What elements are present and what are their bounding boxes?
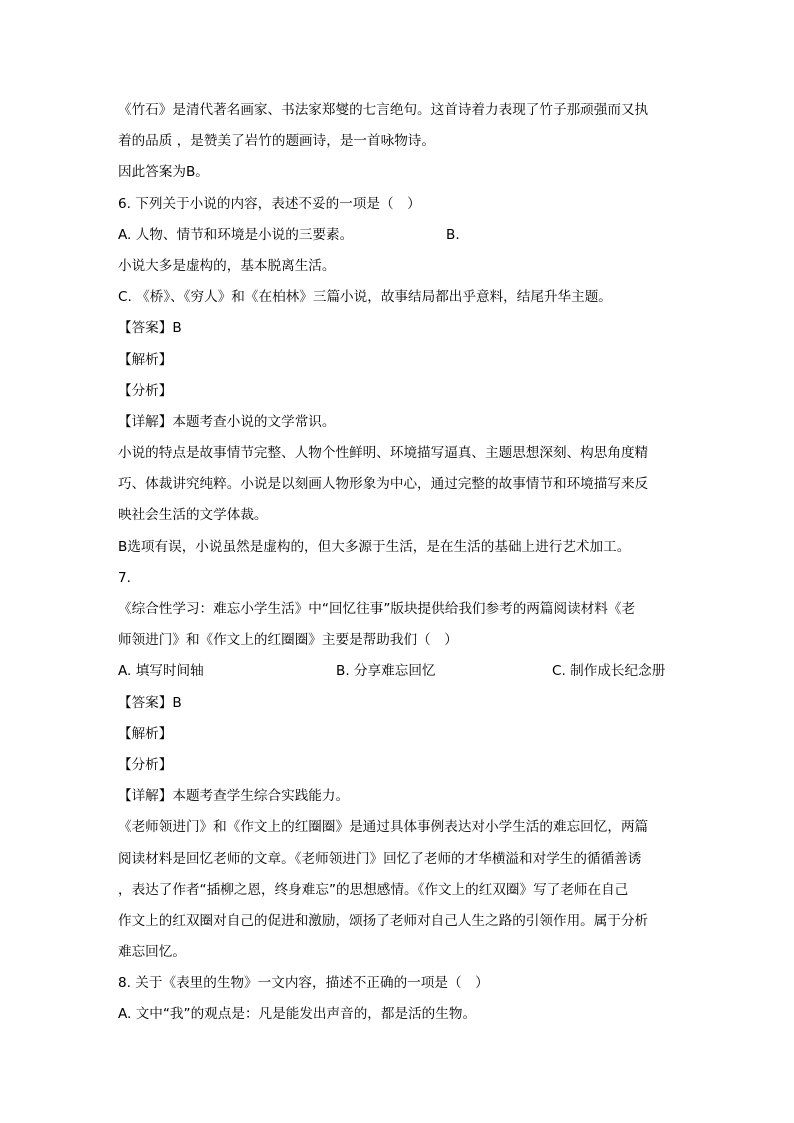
option-b: B.: [446, 226, 460, 243]
text-line: 【解析】: [118, 725, 173, 742]
question-7-options: [118, 660, 678, 691]
question-6-options: [118, 224, 678, 255]
option-a: A. 人物、情节和环境是小说的三要素。: [118, 226, 354, 243]
text-line: C. 《桥》、《穷人》和《在柏林》三篇小说，故事结局都出乎意料，结尾升华主题。: [118, 289, 612, 306]
text-line: 【解析】: [118, 351, 173, 368]
option-a: A. 填写时间轴: [118, 663, 204, 680]
text-line: B选项有误，小说虽然是虚构的，但大多源于生活，是在生活的基础上进行艺术加工。: [118, 538, 631, 555]
text-line: 【分析】: [118, 382, 173, 399]
text-line: 阅读材料是回忆老师的文章。《老师领进门》回忆了老师的才华横溢和对学生的循循善诱: [118, 850, 642, 867]
text-line: 《综合性学习：难忘小学生活》中“回忆往事”版块提供给我们参考的两篇阅读材料《老: [118, 601, 636, 617]
text-line: 师领进门》和《作文上的红圈圈》主要是帮助我们（ ）: [118, 632, 458, 649]
text-line: 映社会生活的文学体裁。: [118, 507, 268, 524]
text-line: 【答案】B: [118, 320, 182, 337]
text-line: 巧、体裁讲究纯粹。小说是以刻画人物形象为中心，通过完整的故事情节和环境描写来反: [118, 476, 649, 493]
text-line: 【分析】: [118, 756, 173, 773]
text-line: 《老师领进门》和《作文上的红圈圈》是通过具体事例表达对小学生活的难忘回忆，两篇: [118, 819, 649, 836]
text-line: 【详解】本题考查小说的文学常识。: [118, 413, 336, 430]
text-line: ，表达了作者“插柳之恩，终身难忘”的思想感情。《作文上的红双圈》写了老师在自己: [118, 881, 629, 898]
document-page: [118, 99, 678, 1035]
text-line: 小说大多是虚构的，基本脱离生活。: [118, 257, 336, 274]
text-line: 难忘回忆。: [118, 944, 186, 961]
text-line: 小说的特点是故事情节完整、人物个性鲜明、环境描写逼真、主题思想深刻、构思角度精: [118, 445, 649, 462]
text-line: 7.: [118, 569, 131, 586]
text-line: 《竹石》是清代著名画家、书法家郑燮的七言绝句。这首诗着力表现了竹子那顽强而又执: [118, 102, 649, 118]
option-c: C. 制作成长纪念册: [552, 663, 666, 680]
option-b: B. 分享难忘回忆: [336, 663, 436, 680]
text-line: 着的品质 ，是赞美了岩竹的题画诗，是一首咏物诗。: [118, 133, 435, 150]
text-line: 6. 下列关于小说的内容，表述不妥的一项是（ ）: [118, 195, 421, 212]
text-line: 8. 关于《表里的生物》一文内容，描述不正确的一项是（ ）: [118, 975, 489, 992]
text-line: 【答案】B: [118, 694, 182, 711]
text-line: 【详解】本题考查学生综合实践能力。: [118, 788, 350, 805]
text-line: 因此答案为B。: [118, 164, 209, 181]
text-line: 作文上的红双圈对自己的促进和激励，颂扬了老师对自己人生之路的引领作用。属于分析: [118, 912, 649, 929]
text-line: A. 文中“我”的观点是：凡是能发出声音的，都是活的生物。: [118, 1006, 477, 1023]
